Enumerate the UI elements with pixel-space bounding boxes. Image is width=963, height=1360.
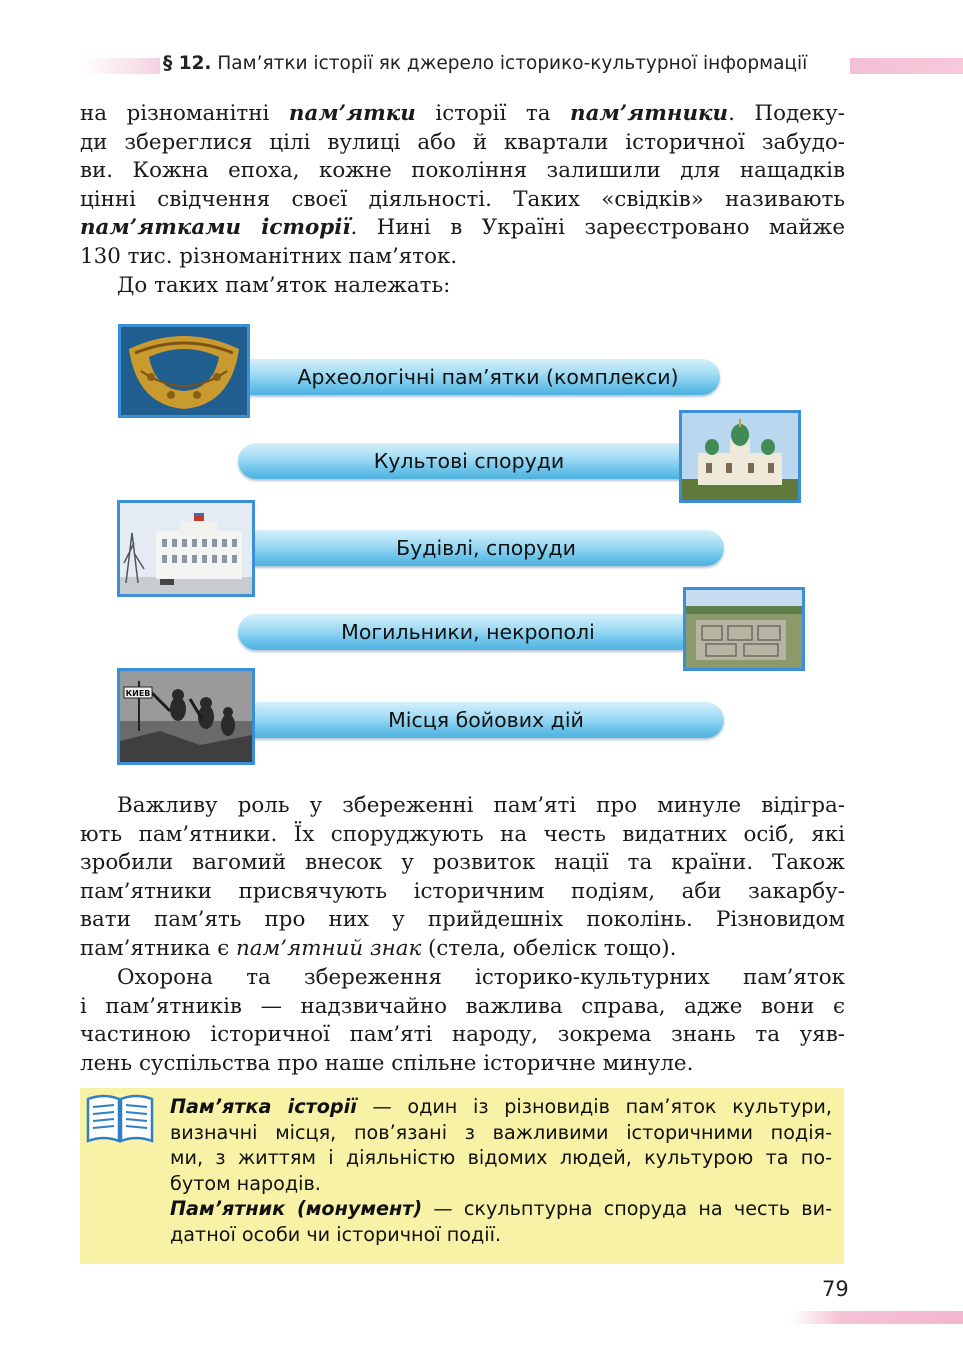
diagram-bar-battlefields	[238, 702, 724, 738]
term-pamyatkamy-istorii: пам’ятками історії	[80, 215, 351, 240]
p1-line: ди збереглися цілі вулиці або й квартали історичної забудо-	[80, 129, 845, 155]
p1-line: 130 тис. різноманітних пам’яток.	[80, 243, 458, 269]
p3-line: Охорона та збереження історико-культурних пам’яток	[117, 965, 845, 990]
p2-line: пам’ятники присвячують історичним подіям, аби закарбу-	[80, 878, 845, 904]
page-number: 79	[822, 1277, 849, 1301]
diagram-label: Культові споруди	[373, 449, 565, 473]
definition-line: ми, з життям і діяльністю відомих людей, культурою та по-	[170, 1146, 832, 1169]
diagram-label: Будівлі, споруди	[396, 536, 576, 560]
p3-line: і пам’ятників — надзвичайно важлива справа, адже вони є	[80, 993, 845, 1019]
footer-accent	[790, 1311, 963, 1324]
header-accent-left	[80, 58, 160, 74]
term-pamyatka-istorii: Пам’ятка історії	[170, 1095, 357, 1118]
diagram-label: Археологічні пам’ятки (комплекси)	[297, 365, 679, 389]
paragraph-1	[80, 100, 845, 271]
header-accent-right	[850, 58, 963, 74]
p3-line: лень суспільства про наше спільне історичне минуле.	[80, 1050, 694, 1076]
building-photo	[117, 500, 255, 597]
definition-line: Пам’ятка історії — один із різновидів пам’яток культури,	[170, 1095, 832, 1118]
battle-sign-text: КИЕВ	[125, 689, 151, 698]
paragraph-2	[80, 792, 845, 963]
definition-line: бутом народів.	[170, 1171, 321, 1195]
open-book-icon	[84, 1093, 156, 1145]
paragraph-3	[80, 964, 845, 1078]
diagram-bar-religious	[238, 443, 700, 479]
p3-line: частиною історичної пам’яті народу, зокрема знань та уяв-	[80, 1022, 845, 1047]
running-header	[163, 53, 807, 74]
definition-line: визначні місця, пов’язані з важливими історичними подія-	[170, 1120, 832, 1144]
intro-line: До таких пам’яток належать:	[117, 273, 451, 298]
term-pamyatnyky: пам’ятники	[570, 101, 729, 126]
p2-line: зробили вагомий внесок у розвиток нації та країни. Також	[80, 850, 845, 875]
diagram-label: Могильники, некрополі	[341, 620, 595, 644]
definition-line: Пам’ятник (монумент) — скульптурна споруда на честь ви-	[170, 1197, 832, 1220]
p2-line: пам’ятника є пам’ятний знак (стела, обеліск тощо).	[80, 935, 677, 961]
term-pamyatky: пам’ятки	[288, 101, 416, 126]
p1-line: ви. Кожна епоха, кожне покоління залишили для нащадків	[80, 158, 845, 183]
p1-line: цінні свідчення своєї діяльності. Таких «свідків» називають	[80, 186, 845, 212]
diagram-bar-buildings	[238, 530, 724, 566]
necropolis-photo	[683, 587, 805, 671]
term-pamyatnyk-monument: Пам’ятник (монумент)	[170, 1197, 423, 1220]
cathedral-photo	[679, 410, 801, 503]
p2-line: вати пам’ять про них у прийдешніх поколінь. Різновидом	[80, 907, 845, 932]
section-number: § 12.	[163, 53, 212, 74]
term-pamyatnyi-znak: пам’ятний знак	[236, 935, 422, 961]
p1-line: на різноманітні пам’ятки історії та пам’ятники. Подеку-	[80, 101, 845, 126]
p2-line: ють пам’ятники. Їх споруджують на честь видатних осіб, які	[80, 821, 845, 847]
diagram-bar-necropolis	[238, 614, 698, 650]
battle-photo	[117, 668, 255, 765]
golden-pectoral-photo	[118, 324, 250, 418]
definition-line: датної особи чи історичної події.	[170, 1222, 502, 1246]
diagram-bar-archaeological	[236, 359, 720, 395]
section-title: Пам’ятки історії як джерело історико-культурної інформації	[217, 53, 808, 74]
p1-line: пам’ятками історії. Нині в Україні зареєстровано майже	[80, 215, 845, 240]
p2-line: Важливу роль у збереженні пам’яті про минуле відігра-	[117, 793, 845, 818]
diagram-label: Місця бойових дій	[388, 708, 584, 732]
definitions-text	[170, 1094, 832, 1247]
